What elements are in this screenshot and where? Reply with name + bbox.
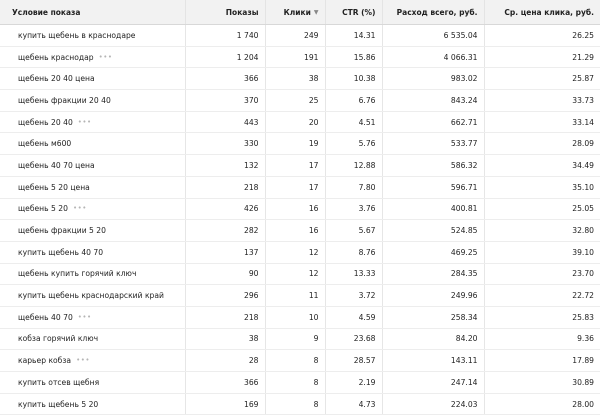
cell-impressions xyxy=(185,133,265,155)
column-header-spend[interactable] xyxy=(382,0,484,25)
cell-impressions-text: 296 xyxy=(244,291,259,301)
cell-spend xyxy=(382,306,484,328)
cell-ctr xyxy=(325,220,382,242)
cell-impressions xyxy=(185,155,265,177)
cell-ctr xyxy=(325,306,382,328)
cell-condition xyxy=(0,241,185,263)
cell-ctr xyxy=(325,111,382,133)
cell-ctr-text: 10.38 xyxy=(353,74,376,84)
cell-spend xyxy=(382,241,484,263)
cell-avg-cpc xyxy=(484,263,600,285)
cell-ctr-text: 23.68 xyxy=(353,334,376,344)
cell-impressions xyxy=(185,90,265,112)
cell-clicks-text: 25 xyxy=(308,95,319,105)
cell-ctr-text: 28.57 xyxy=(353,356,376,366)
cell-ctr xyxy=(325,328,382,350)
column-header-label: Условие показа xyxy=(12,7,81,17)
sort-descending-icon[interactable]: ▼ xyxy=(313,8,319,16)
cell-condition xyxy=(0,111,185,133)
cell-condition xyxy=(0,285,185,307)
cell-impressions xyxy=(185,328,265,350)
cell-clicks xyxy=(265,111,325,133)
cell-avg-cpc-text: 25.05 xyxy=(572,204,594,214)
cell-clicks-text: 8 xyxy=(313,356,319,366)
cell-impressions xyxy=(185,241,265,263)
cell-avg-cpc-text: 34.49 xyxy=(572,160,594,170)
cell-impressions-text: 169 xyxy=(244,399,259,409)
cell-clicks xyxy=(265,328,325,350)
cell-impressions-text: 370 xyxy=(244,95,259,105)
cell-clicks-text: 10 xyxy=(308,312,319,322)
cell-avg-cpc xyxy=(484,393,600,415)
cell-ctr xyxy=(325,176,382,198)
cell-spend xyxy=(382,176,484,198)
column-header-label: Клики xyxy=(283,7,311,17)
cell-condition-text: кобза горячий ключ xyxy=(18,334,99,344)
cell-avg-cpc-text: 9.36 xyxy=(577,334,594,344)
cell-impressions xyxy=(185,176,265,198)
cell-avg-cpc-text: 17.89 xyxy=(572,356,594,366)
cell-impressions xyxy=(185,372,265,394)
cell-ctr-text: 7.80 xyxy=(358,182,376,192)
cell-avg-cpc xyxy=(484,328,600,350)
cell-condition-text: щебень 40 70 xyxy=(18,312,73,322)
cell-impressions-text: 137 xyxy=(244,247,259,257)
cell-ctr xyxy=(325,198,382,220)
cell-avg-cpc xyxy=(484,111,600,133)
cell-clicks-text: 9 xyxy=(313,334,319,344)
cell-clicks-text: 249 xyxy=(304,30,319,40)
table-row[interactable] xyxy=(0,68,600,90)
cell-impressions-text: 366 xyxy=(244,377,259,387)
cell-spend-text: 843.24 xyxy=(450,95,478,105)
cell-avg-cpc xyxy=(484,198,600,220)
table-row[interactable] xyxy=(0,111,600,133)
cell-spend xyxy=(382,263,484,285)
more-options-icon[interactable]: ••• xyxy=(76,356,90,365)
cell-spend-text: 284.35 xyxy=(450,269,478,279)
cell-ctr-text: 13.33 xyxy=(353,269,376,279)
cell-condition-text: щебень фракции 20 40 xyxy=(18,95,111,105)
cell-spend-text: 533.77 xyxy=(450,139,478,149)
cell-clicks xyxy=(265,68,325,90)
column-header-label: Ср. цена клика, руб. xyxy=(504,7,594,17)
cell-clicks-text: 17 xyxy=(308,182,319,192)
column-header-ctr[interactable] xyxy=(325,0,382,25)
table-row[interactable] xyxy=(0,25,600,47)
cell-spend-text: 662.71 xyxy=(450,117,478,127)
cell-condition xyxy=(0,220,185,242)
cell-spend-text: 143.11 xyxy=(450,356,478,366)
cell-ctr-text: 4.51 xyxy=(358,117,376,127)
more-options-icon[interactable]: ••• xyxy=(72,204,87,213)
cell-ctr xyxy=(325,263,382,285)
column-header-condition[interactable] xyxy=(0,0,185,25)
table-header-row xyxy=(0,0,600,25)
cell-impressions-text: 28 xyxy=(248,356,259,366)
table-row[interactable] xyxy=(0,198,600,220)
column-header-impressions[interactable] xyxy=(185,0,265,25)
table-row[interactable] xyxy=(0,393,600,415)
cell-ctr-text: 5.76 xyxy=(358,139,376,149)
cell-spend-text: 524.85 xyxy=(450,226,478,236)
cell-spend xyxy=(382,90,484,112)
cell-spend-text: 224.03 xyxy=(450,399,478,409)
cell-impressions xyxy=(185,46,265,68)
cell-clicks xyxy=(265,90,325,112)
cell-condition xyxy=(0,155,185,177)
cell-avg-cpc-text: 33.14 xyxy=(572,117,594,127)
cell-condition-text: купить отсев щебня xyxy=(18,377,100,387)
table-row[interactable] xyxy=(0,328,600,350)
cell-spend xyxy=(382,111,484,133)
cell-condition xyxy=(0,68,185,90)
cell-spend xyxy=(382,350,484,372)
cell-condition-text: щебень м600 xyxy=(18,139,72,149)
cell-avg-cpc xyxy=(484,68,600,90)
cell-condition-text: купить щебень 5 20 xyxy=(18,399,99,409)
cell-condition xyxy=(0,328,185,350)
cell-avg-cpc-text: 21.29 xyxy=(572,52,594,62)
cell-condition xyxy=(0,176,185,198)
cell-condition xyxy=(0,25,185,47)
cell-clicks xyxy=(265,220,325,242)
cell-spend-text: 586.32 xyxy=(450,160,478,170)
cell-clicks xyxy=(265,372,325,394)
cell-ctr xyxy=(325,393,382,415)
cell-spend-text: 84.20 xyxy=(455,334,478,344)
cell-avg-cpc-text: 25.87 xyxy=(572,74,594,84)
cell-condition-text: щебень 5 20 xyxy=(18,204,68,214)
cell-clicks xyxy=(265,306,325,328)
table-row[interactable] xyxy=(0,133,600,155)
cell-spend xyxy=(382,25,484,47)
table-row[interactable] xyxy=(0,285,600,307)
cell-clicks xyxy=(265,25,325,47)
table-row[interactable] xyxy=(0,372,600,394)
column-header-avg-cpc[interactable] xyxy=(484,0,600,25)
cell-ctr xyxy=(325,241,382,263)
cell-condition xyxy=(0,263,185,285)
cell-condition xyxy=(0,393,185,415)
cell-condition-text: щебень 20 40 xyxy=(18,117,73,127)
cell-ctr-text: 3.76 xyxy=(358,204,376,214)
cell-clicks xyxy=(265,393,325,415)
cell-ctr-text: 6.76 xyxy=(358,95,376,105)
cell-ctr xyxy=(325,285,382,307)
cell-avg-cpc-text: 25.83 xyxy=(572,312,594,322)
cell-ctr-text: 15.86 xyxy=(353,52,376,62)
cell-ctr-text: 12.88 xyxy=(353,160,376,170)
cell-clicks xyxy=(265,350,325,372)
more-options-icon[interactable]: ••• xyxy=(77,117,92,126)
cell-condition-text: купить щебень в краснодаре xyxy=(18,30,136,40)
cell-condition-text: щебень купить горячий ключ xyxy=(18,269,137,279)
cell-clicks-text: 19 xyxy=(308,139,319,149)
cell-avg-cpc xyxy=(484,241,600,263)
cell-spend-text: 6 535.04 xyxy=(443,30,478,40)
cell-impressions-text: 132 xyxy=(244,160,259,170)
cell-impressions-text: 282 xyxy=(244,226,259,236)
cell-avg-cpc xyxy=(484,46,600,68)
cell-condition-text: щебень фракции 5 20 xyxy=(18,226,106,236)
table-row[interactable] xyxy=(0,176,600,198)
cell-clicks xyxy=(265,198,325,220)
cell-spend xyxy=(382,46,484,68)
table-row[interactable] xyxy=(0,350,600,372)
cell-impressions-text: 38 xyxy=(248,334,259,344)
cell-spend-text: 400.81 xyxy=(450,204,478,214)
table-row[interactable] xyxy=(0,306,600,328)
cell-clicks xyxy=(265,133,325,155)
cell-clicks xyxy=(265,176,325,198)
cell-impressions xyxy=(185,68,265,90)
cell-ctr xyxy=(325,25,382,47)
cell-avg-cpc xyxy=(484,285,600,307)
cell-clicks-text: 8 xyxy=(313,399,319,409)
cell-condition xyxy=(0,90,185,112)
cell-spend xyxy=(382,155,484,177)
cell-avg-cpc xyxy=(484,350,600,372)
column-header-label: CTR (%) xyxy=(342,7,376,17)
cell-condition xyxy=(0,372,185,394)
cell-clicks xyxy=(265,285,325,307)
cell-impressions xyxy=(185,198,265,220)
cell-spend-text: 249.96 xyxy=(450,291,478,301)
cell-condition xyxy=(0,350,185,372)
table-row[interactable] xyxy=(0,220,600,242)
cell-avg-cpc xyxy=(484,90,600,112)
cell-spend-text: 983.02 xyxy=(450,74,478,84)
cell-condition xyxy=(0,133,185,155)
cell-ctr-text: 3.72 xyxy=(358,291,376,301)
cell-ctr xyxy=(325,133,382,155)
cell-condition-text: щебень 40 70 цена xyxy=(18,160,95,170)
cell-impressions xyxy=(185,393,265,415)
more-options-icon[interactable]: ••• xyxy=(77,312,92,321)
cell-avg-cpc xyxy=(484,25,600,47)
cell-clicks xyxy=(265,155,325,177)
cell-avg-cpc-text: 28.00 xyxy=(572,399,594,409)
cell-clicks-text: 12 xyxy=(308,247,319,257)
cell-avg-cpc-text: 26.25 xyxy=(572,30,594,40)
cell-clicks-text: 20 xyxy=(308,117,319,127)
cell-impressions xyxy=(185,263,265,285)
cell-spend-text: 258.34 xyxy=(450,312,478,322)
cell-spend-text: 247.14 xyxy=(450,377,478,387)
column-header-clicks[interactable] xyxy=(265,0,325,25)
cell-condition-text: щебень 20 40 цена xyxy=(18,74,95,84)
cell-condition-text: купить щебень краснодарский край xyxy=(18,291,164,301)
cell-impressions-text: 330 xyxy=(244,139,259,149)
cell-ctr xyxy=(325,350,382,372)
cell-spend xyxy=(382,220,484,242)
cell-condition-text: щебень 5 20 цена xyxy=(18,182,90,192)
cell-ctr-text: 8.76 xyxy=(358,247,376,257)
cell-impressions xyxy=(185,306,265,328)
cell-condition-text: щебень краснодар xyxy=(18,52,94,62)
cell-avg-cpc xyxy=(484,176,600,198)
cell-spend xyxy=(382,285,484,307)
cell-impressions-text: 1 740 xyxy=(236,30,259,40)
table-row[interactable] xyxy=(0,90,600,112)
cell-avg-cpc-text: 35.10 xyxy=(572,182,594,192)
cell-ctr xyxy=(325,90,382,112)
cell-condition xyxy=(0,198,185,220)
cell-avg-cpc xyxy=(484,133,600,155)
cell-impressions-text: 443 xyxy=(244,117,259,127)
cell-ctr-text: 5.67 xyxy=(358,226,376,236)
cell-avg-cpc-text: 30.89 xyxy=(572,377,594,387)
cell-clicks-text: 191 xyxy=(304,52,319,62)
cell-impressions-text: 218 xyxy=(244,182,259,192)
cell-avg-cpc-text: 39.10 xyxy=(572,247,594,257)
cell-avg-cpc-text: 28.09 xyxy=(572,139,594,149)
cell-spend xyxy=(382,328,484,350)
cell-condition-text: купить щебень 40 70 xyxy=(18,247,104,257)
cell-ctr xyxy=(325,68,382,90)
cell-spend xyxy=(382,68,484,90)
cell-ctr xyxy=(325,372,382,394)
cell-condition-text: карьер кобза xyxy=(18,356,72,366)
cell-impressions-text: 90 xyxy=(248,269,259,279)
table-row[interactable] xyxy=(0,46,600,68)
cell-ctr xyxy=(325,46,382,68)
cell-clicks-text: 11 xyxy=(308,291,319,301)
cell-impressions xyxy=(185,350,265,372)
cell-spend xyxy=(382,393,484,415)
table-row[interactable] xyxy=(0,263,600,285)
cell-impressions xyxy=(185,111,265,133)
cell-spend-text: 469.25 xyxy=(450,247,478,257)
cell-avg-cpc-text: 22.72 xyxy=(572,291,594,301)
cell-clicks xyxy=(265,46,325,68)
cell-impressions xyxy=(185,285,265,307)
cell-ctr xyxy=(325,155,382,177)
cell-clicks-text: 12 xyxy=(308,269,319,279)
cell-condition xyxy=(0,306,185,328)
cell-clicks xyxy=(265,241,325,263)
cell-condition xyxy=(0,46,185,68)
cell-spend xyxy=(382,133,484,155)
cell-spend xyxy=(382,372,484,394)
column-header-label: Показы xyxy=(225,7,259,17)
table-body xyxy=(0,25,600,415)
cell-clicks-text: 17 xyxy=(308,160,319,170)
cell-impressions-text: 218 xyxy=(244,312,259,322)
cell-clicks-text: 38 xyxy=(308,74,319,84)
cell-clicks-text: 8 xyxy=(313,377,319,387)
cell-ctr-text: 4.59 xyxy=(358,312,376,322)
cell-spend-text: 4 066.31 xyxy=(443,52,478,62)
cell-avg-cpc xyxy=(484,155,600,177)
cell-avg-cpc xyxy=(484,306,600,328)
cell-impressions xyxy=(185,25,265,47)
more-options-icon[interactable]: ••• xyxy=(98,52,113,61)
cell-impressions-text: 366 xyxy=(244,74,259,84)
cell-spend xyxy=(382,198,484,220)
cell-clicks xyxy=(265,263,325,285)
table-row[interactable] xyxy=(0,155,600,177)
cell-ctr-text: 14.31 xyxy=(353,30,376,40)
cell-avg-cpc-text: 33.73 xyxy=(572,95,594,105)
cell-impressions xyxy=(185,220,265,242)
cell-avg-cpc-text: 32.80 xyxy=(572,226,594,236)
cell-avg-cpc-text: 23.70 xyxy=(572,269,594,279)
cell-ctr-text: 4.73 xyxy=(358,399,376,409)
column-header-label: Расход всего, руб. xyxy=(396,7,478,17)
cell-ctr-text: 2.19 xyxy=(358,377,376,387)
table-row[interactable] xyxy=(0,241,600,263)
cell-clicks-text: 16 xyxy=(308,204,319,214)
cell-avg-cpc xyxy=(484,220,600,242)
cell-impressions-text: 426 xyxy=(244,204,259,214)
cell-avg-cpc xyxy=(484,372,600,394)
cell-clicks-text: 16 xyxy=(308,226,319,236)
cell-spend-text: 596.71 xyxy=(450,182,478,192)
cell-impressions-text: 1 204 xyxy=(236,52,259,62)
